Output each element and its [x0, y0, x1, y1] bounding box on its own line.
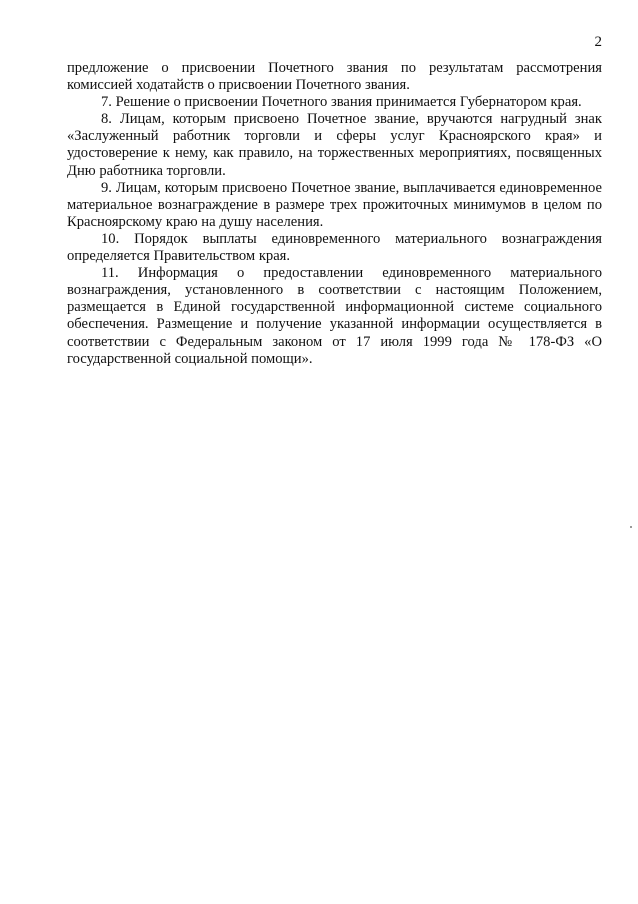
paragraph-8: 8. Лицам, которым присвоено Почетное звание, вручаются нагрудный знак «Заслуженный работник торговли и сферы услуг Красноярского края» и удостоверение к нему, как правило, на торжественных мероприятиях, посвященных Дню работника торговли. — [67, 111, 602, 179]
document-body — [67, 60, 602, 368]
paragraph-9: 9. Лицам, которым присвоено Почетное звание, выплачивается единовременное материальное вознаграждение в размере трех прожиточных минимумов в целом по Красноярскому краю на душу населения. — [67, 179, 602, 230]
paragraph-10: 10. Порядок выплаты единовременного материального вознаграждения определяется Правительством края. — [67, 230, 602, 265]
paragraph-continuation: предложение о присвоении Почетного звания по результатам рассмотрения комиссией ходатайств о присвоении Почетного звания. — [67, 60, 602, 94]
scan-artifact — [630, 526, 632, 528]
paragraph-11: 11. Информация о предоставлении единовременного материального вознаграждения, установленного в соответствии с настоящим Положением, размещается в Единой государственной информационной системе социального обеспечения. Размещение и получение указанной информации осуществляется в соответствии с Федеральным законом от 17 июля 1999 года № 178-ФЗ «О государственной социальной помощи». — [67, 265, 602, 367]
page-number: 2 — [594, 34, 602, 50]
paragraph-7: 7. Решение о присвоении Почетного звания принимается Губернатором края. — [101, 94, 582, 111]
